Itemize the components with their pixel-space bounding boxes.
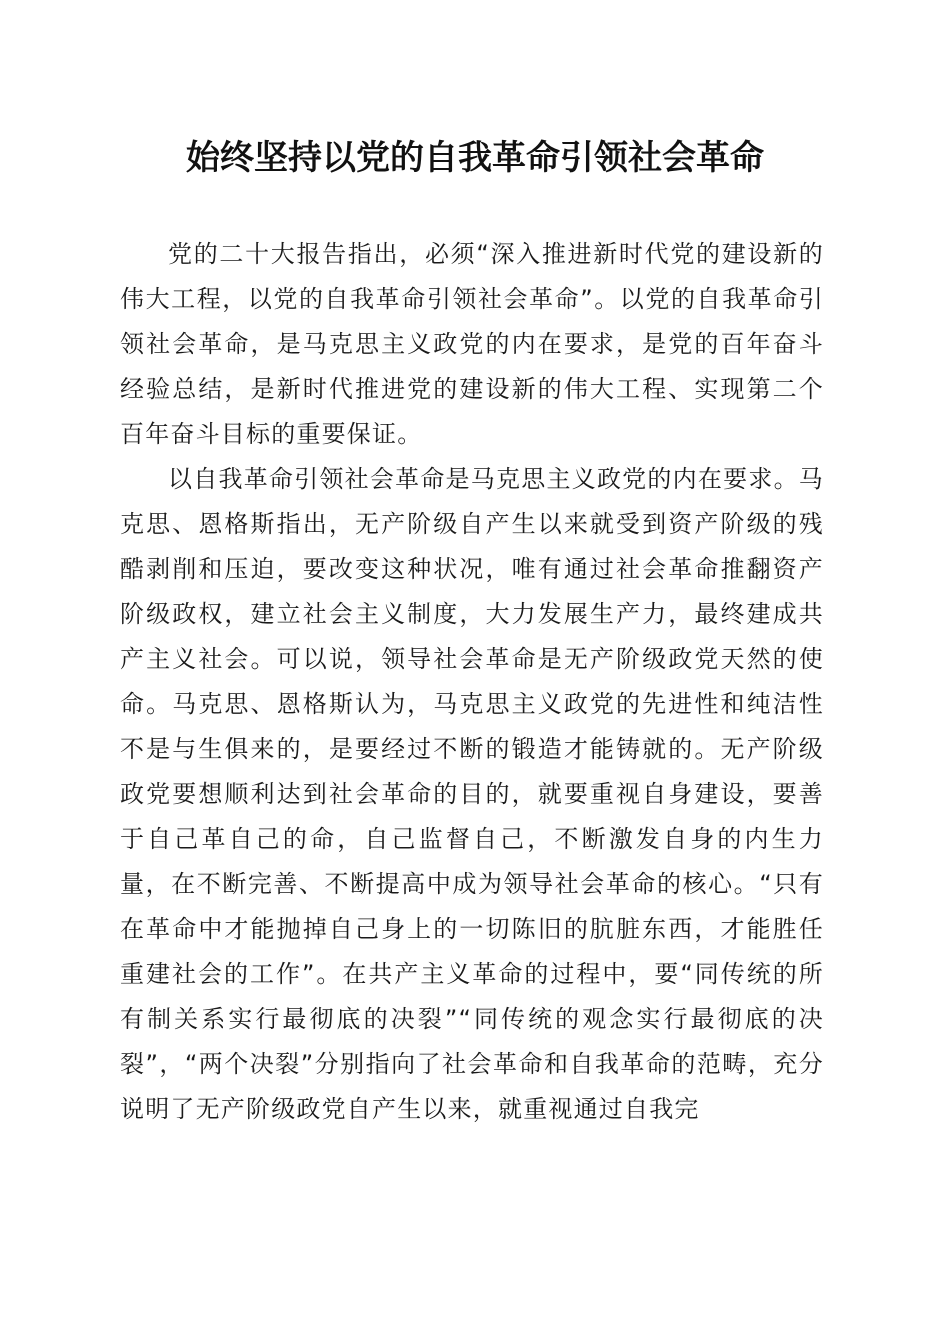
paragraph-2: 以自我革命引领社会革命是马克思主义政党的内在要求。马克思、恩格斯指出，无产阶级自产生以来就受到资产阶级的残酷剥削和压迫，要改变这种状况，唯有通过社会革命推翻资产阶级政权，建立社会主义制度，大力发展生产力，最终建成共产主义社会。可以说，领导社会革命是无产阶级政党天然的使命。马克思、恩格斯认为，马克思主义政党的先进性和纯洁性不是与生俱来的，是要经过不断的锻造才能铸就的。无产阶级政党要想顺利达到社会革命的目的，就要重视自身建设，要善于自己革自己的命，自己监督自己，不断激发自身的内生力量，在不断完善、不断提高中成为领导社会革命的核心。“只有在革命中才能抛掉自己身上的一切陈旧的肮脏东西，才能胜任重建社会的工作”。在共产主义革命的过程中，要“同传统的所有制关系实行最彻底的决裂”“同传统的观念实行最彻底的决裂”，“两个决裂”分别指向了社会革命和自我革命的范畴，充分说明了无产阶级政党自产生以来，就重视通过自我完 <box>120 465 824 1123</box>
document-body <box>120 232 824 1132</box>
paragraph-1: 党的二十大报告指出，必须“深入推进新时代党的建设新的伟大工程，以党的自我革命引领社会革命”。以党的自我革命引领社会革命，是马克思主义政党的内在要求，是党的百年奋斗经验总结，是新时代推进党的建设新的伟大工程、实现第二个百年奋斗目标的重要保证。 <box>120 240 824 448</box>
document-title: 始终坚持以党的自我革命引领社会革命 <box>186 138 764 178</box>
